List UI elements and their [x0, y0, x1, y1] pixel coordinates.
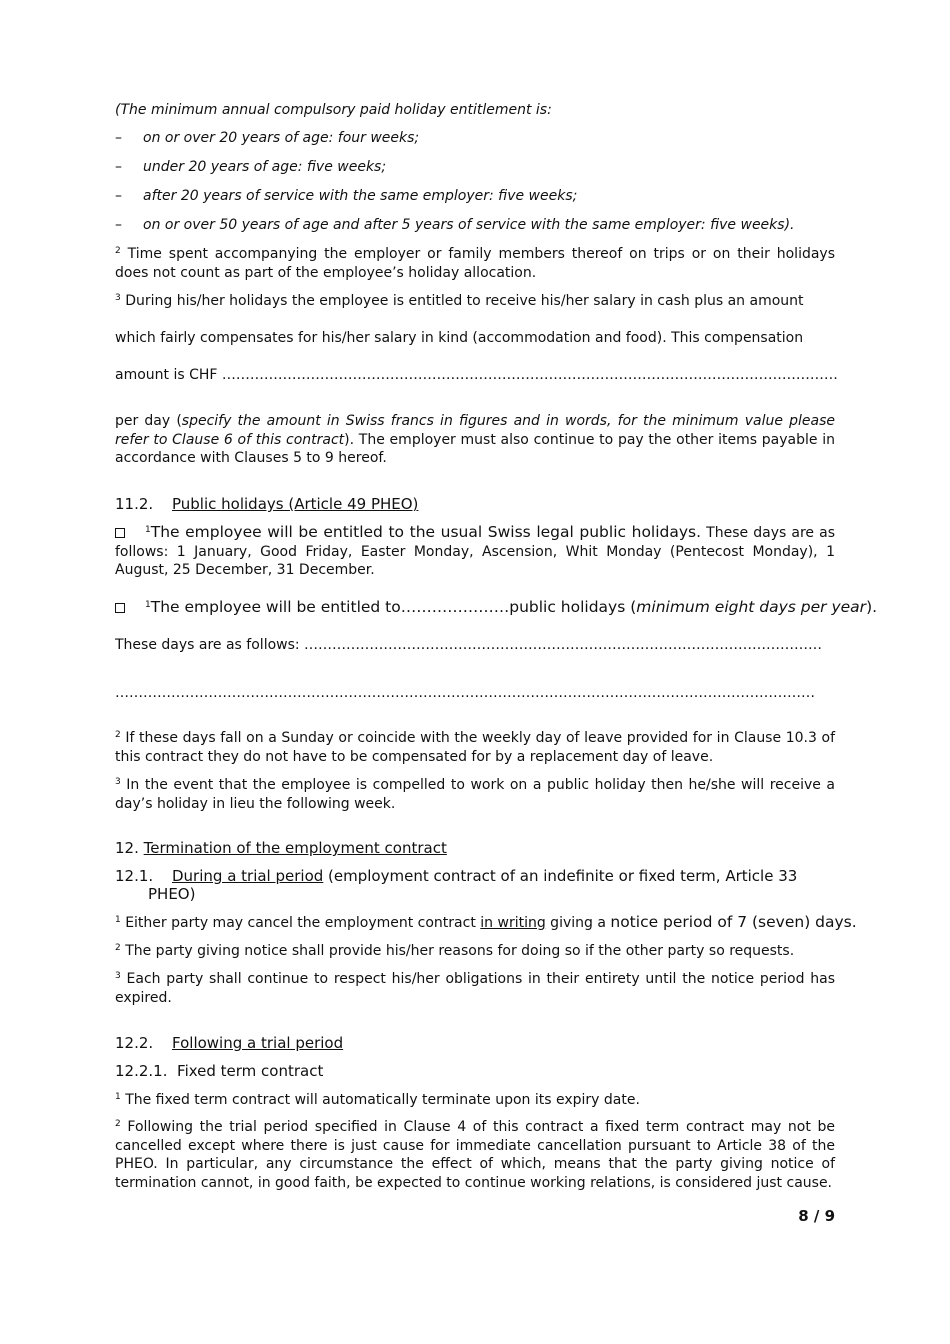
- paragraph-number: 1: [115, 1092, 121, 1102]
- list-item: [115, 217, 835, 233]
- paragraph-number: 2: [115, 943, 121, 953]
- dash-bullet: –: [115, 188, 122, 204]
- section-number: 12.2.1.: [115, 1062, 168, 1080]
- paragraph-text: ). The employer must also continue to pay the other items payable in accordance with Clauses 5 to 9 hereof.: [115, 431, 835, 467]
- list-item: [115, 188, 835, 204]
- paragraph-number: 1: [115, 915, 121, 925]
- paragraph-text: giving a: [545, 915, 611, 931]
- list-item: [115, 159, 835, 175]
- paragraph-text: Time spent accompanying the employer or family members thereof on trips or on their holidays does not count as part of the employee’s holiday allocation.: [115, 246, 835, 281]
- paragraph-text: These days are as follows: 1 January, Good Friday, Easter Monday, Ascension, Whit Monday (Pentecost Monday), 1 August, 25 December, 31 December.: [115, 525, 836, 579]
- paragraph-number: 1: [145, 525, 151, 535]
- paragraph-text: ).: [866, 598, 878, 616]
- per-day-paragraph: [115, 412, 835, 468]
- public-holiday-work-paragraph: [115, 776, 835, 813]
- holiday-intro: (The minimum annual compulsory paid holiday entitlement is:: [115, 102, 552, 118]
- paragraph-number: 2: [115, 246, 121, 256]
- paragraph-number: 3: [115, 293, 121, 303]
- section-title: Following a trial period: [172, 1034, 344, 1052]
- trial-reasons-paragraph: [115, 942, 835, 961]
- page-number: 8 / 9: [798, 1207, 835, 1225]
- paragraph-text: The fixed term contract will automatically terminate upon its expiry date.: [125, 1092, 640, 1108]
- chf-amount-field[interactable]: amount is CHF ……………………………………………………………………………………………………………………: [115, 367, 838, 383]
- section-12-2-1-heading: [115, 1062, 323, 1080]
- dash-bullet: –: [115, 217, 122, 233]
- list-item-text: on or over 50 years of age and after 5 years of service with the same employer: five weeks).: [143, 217, 795, 233]
- public-holiday-option-2: [115, 598, 878, 618]
- list-item: [115, 130, 835, 146]
- paragraph-text: per day (: [115, 413, 182, 429]
- holiday-salary-line1: [115, 292, 835, 311]
- paragraph-number: 2: [115, 730, 121, 740]
- dash-bullet: –: [115, 130, 122, 146]
- paragraph-text: Either party may cancel the employment contract: [125, 915, 481, 931]
- paragraph-number: 3: [115, 777, 121, 787]
- section-12-1-heading: [115, 867, 835, 885]
- holiday-travel-paragraph: [115, 245, 835, 282]
- fixed-term-cancellation-paragraph: [115, 1118, 835, 1192]
- section-number: 12.1.: [115, 867, 154, 885]
- paragraph-text: Following the trial period specified in Clause 4 of this contract a fixed term contract may not be cancelled except where there is just cause for immediate cancellation pursuant to Article 38 of the PHEO. In particular, any circumstance the effect of which, means that the party giving notice of termination cannot, in good faith, be expected to continue working relations, is considered just cause.: [115, 1119, 835, 1191]
- trial-notice-paragraph: [115, 913, 857, 933]
- paragraph-number: 1: [145, 600, 151, 610]
- holiday-days-field[interactable]: These days are as follows: …………………………………………………………………………………………………: [115, 637, 823, 653]
- paragraph-text: During his/her holidays the employee is entitled to receive his/her salary in cash plus an amount: [125, 293, 804, 309]
- section-11-2-heading: [115, 495, 418, 513]
- section-title: During a trial period: [172, 867, 324, 885]
- holiday-salary-line2: which fairly compensates for his/her salary in kind (accommodation and food). This compensation: [115, 330, 804, 346]
- list-item-text: after 20 years of service with the same employer: five weeks;: [143, 188, 578, 204]
- paragraph-text: The employee will be entitled to…………………public holidays (: [150, 598, 637, 616]
- paragraph-text: In the event that the employee is compelled to work on a public holiday then he/she will receive a day’s holiday in lieu the following week.: [115, 777, 836, 812]
- section-title: Fixed term contract: [177, 1062, 324, 1080]
- paragraph-text: notice period of 7 (seven) days.: [610, 913, 857, 931]
- instruction-text: specify the amount in Swiss francs in figures and in words, for the minimum value please refer to Clause 6 of this contract: [115, 413, 835, 448]
- section-12-heading: [115, 839, 447, 857]
- paragraph-text: The employee will be entitled to the usual Swiss legal public holidays.: [150, 523, 702, 541]
- section-number: 12.: [115, 839, 139, 857]
- trial-obligations-paragraph: [115, 970, 835, 1007]
- paragraph-text: The party giving notice shall provide his/her reasons for doing so if the other party so requests.: [125, 943, 795, 959]
- instruction-text: minimum eight days per year: [636, 598, 867, 616]
- checkbox[interactable]: [115, 603, 125, 613]
- section-title-suffix: (employment contract of an indefinite or fixed term, Article 33: [323, 867, 798, 885]
- list-item-text: under 20 years of age: five weeks;: [143, 159, 387, 175]
- section-number: 11.2.: [115, 495, 154, 513]
- fixed-term-expiry-paragraph: [115, 1091, 835, 1110]
- paragraph-number: 3: [115, 971, 121, 981]
- paragraph-text: If these days fall on a Sunday or coincide with the weekly day of leave provided for in Clause 10.3 of this contract they do not have to be compensated for by a replacement day of leave.: [115, 730, 836, 765]
- section-title: Public holidays (Article 49 PHEO): [172, 495, 419, 513]
- public-holiday-option-1: [115, 523, 835, 580]
- section-number: 12.2.: [115, 1034, 154, 1052]
- holiday-days-field-continued[interactable]: ……………………………………………………………………………………………………………………………………: [115, 685, 815, 701]
- section-title: Termination of the employment contract: [143, 839, 447, 857]
- list-item-text: on or over 20 years of age: four weeks;: [143, 130, 420, 146]
- section-12-2-heading: [115, 1034, 343, 1052]
- checkbox[interactable]: [115, 528, 125, 538]
- underlined-text: in writing: [480, 915, 546, 931]
- section-12-1-heading-continued: PHEO): [148, 885, 196, 903]
- dash-bullet: –: [115, 159, 122, 175]
- paragraph-number: 2: [115, 1119, 121, 1129]
- paragraph-text: Each party shall continue to respect his/her obligations in their entirety until the notice period has expired.: [115, 971, 835, 1006]
- public-holiday-sunday-paragraph: [115, 729, 835, 766]
